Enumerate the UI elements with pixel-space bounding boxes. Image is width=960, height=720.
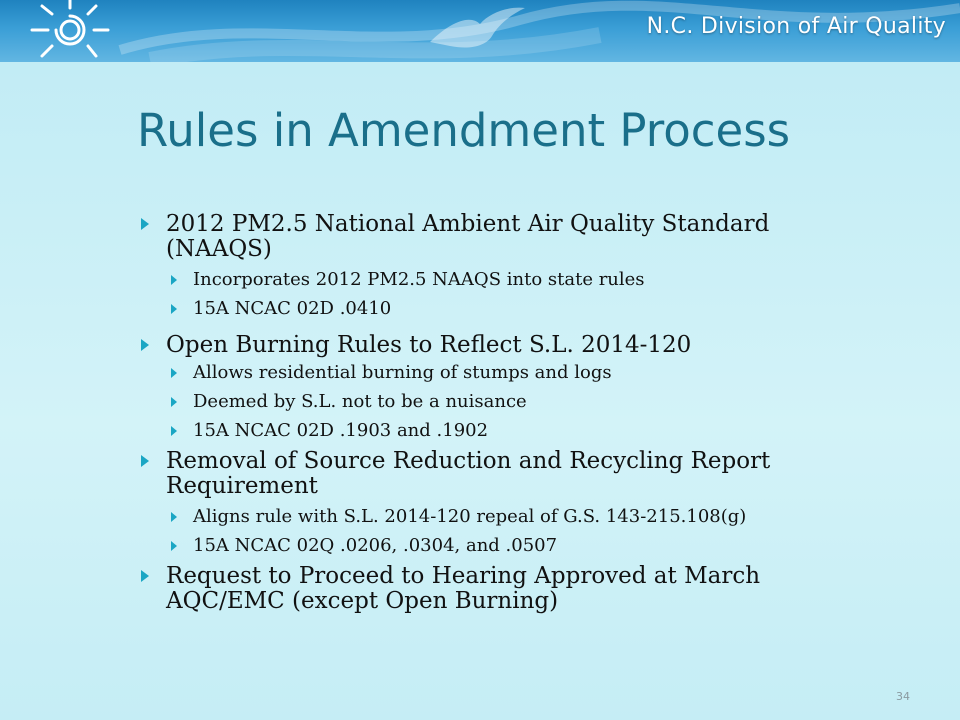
- sub-bullet-arrow-icon: [171, 304, 177, 314]
- page-number: 34: [896, 690, 910, 703]
- bird-icon: [420, 2, 530, 62]
- sub-bullet-text: 15A NCAC 02D .0410: [193, 298, 392, 319]
- bullet-text: Removal of Source Reduction and Recycling Report: [166, 448, 771, 474]
- sub-bullet-arrow-icon: [171, 275, 177, 285]
- bullet-text: Request to Proceed to Hearing Approved at March: [166, 563, 761, 589]
- sub-bullet-arrow-icon: [171, 368, 177, 378]
- bullet-arrow-icon: [141, 218, 149, 230]
- sub-bullet-text: Allows residential burning of stumps and logs: [193, 362, 612, 383]
- bullet-text: Requirement: [166, 473, 318, 499]
- sub-bullet-arrow-icon: [171, 397, 177, 407]
- sun-logo-icon: [18, 0, 128, 62]
- organization-name: N.C. Division of Air Quality: [646, 14, 946, 39]
- sub-bullet-arrow-icon: [171, 512, 177, 522]
- bullet-text: 2012 PM2.5 National Ambient Air Quality Standard: [166, 211, 770, 237]
- sub-bullet-text: Incorporates 2012 PM2.5 NAAQS into state rules: [193, 269, 645, 290]
- sub-bullet-text: 15A NCAC 02Q .0206, .0304, and .0507: [193, 535, 558, 556]
- bullet-text: Open Burning Rules to Reflect S.L. 2014-120: [166, 332, 692, 358]
- bullet-text: AQC/EMC (except Open Burning): [166, 588, 559, 614]
- slide-title: Rules in Amendment Process: [137, 104, 791, 157]
- bullet-arrow-icon: [141, 455, 149, 467]
- sub-bullet-arrow-icon: [171, 426, 177, 436]
- header-banner: [0, 0, 960, 62]
- bullet-arrow-icon: [141, 339, 149, 351]
- bullet-text: (NAAQS): [166, 236, 272, 262]
- bullet-arrow-icon: [141, 570, 149, 582]
- sub-bullet-text: 15A NCAC 02D .1903 and .1902: [193, 420, 489, 441]
- sub-bullet-arrow-icon: [171, 541, 177, 551]
- sub-bullet-text: Deemed by S.L. not to be a nuisance: [193, 391, 527, 412]
- sub-bullet-text: Aligns rule with S.L. 2014-120 repeal of G.S. 143-215.108(g): [193, 506, 747, 527]
